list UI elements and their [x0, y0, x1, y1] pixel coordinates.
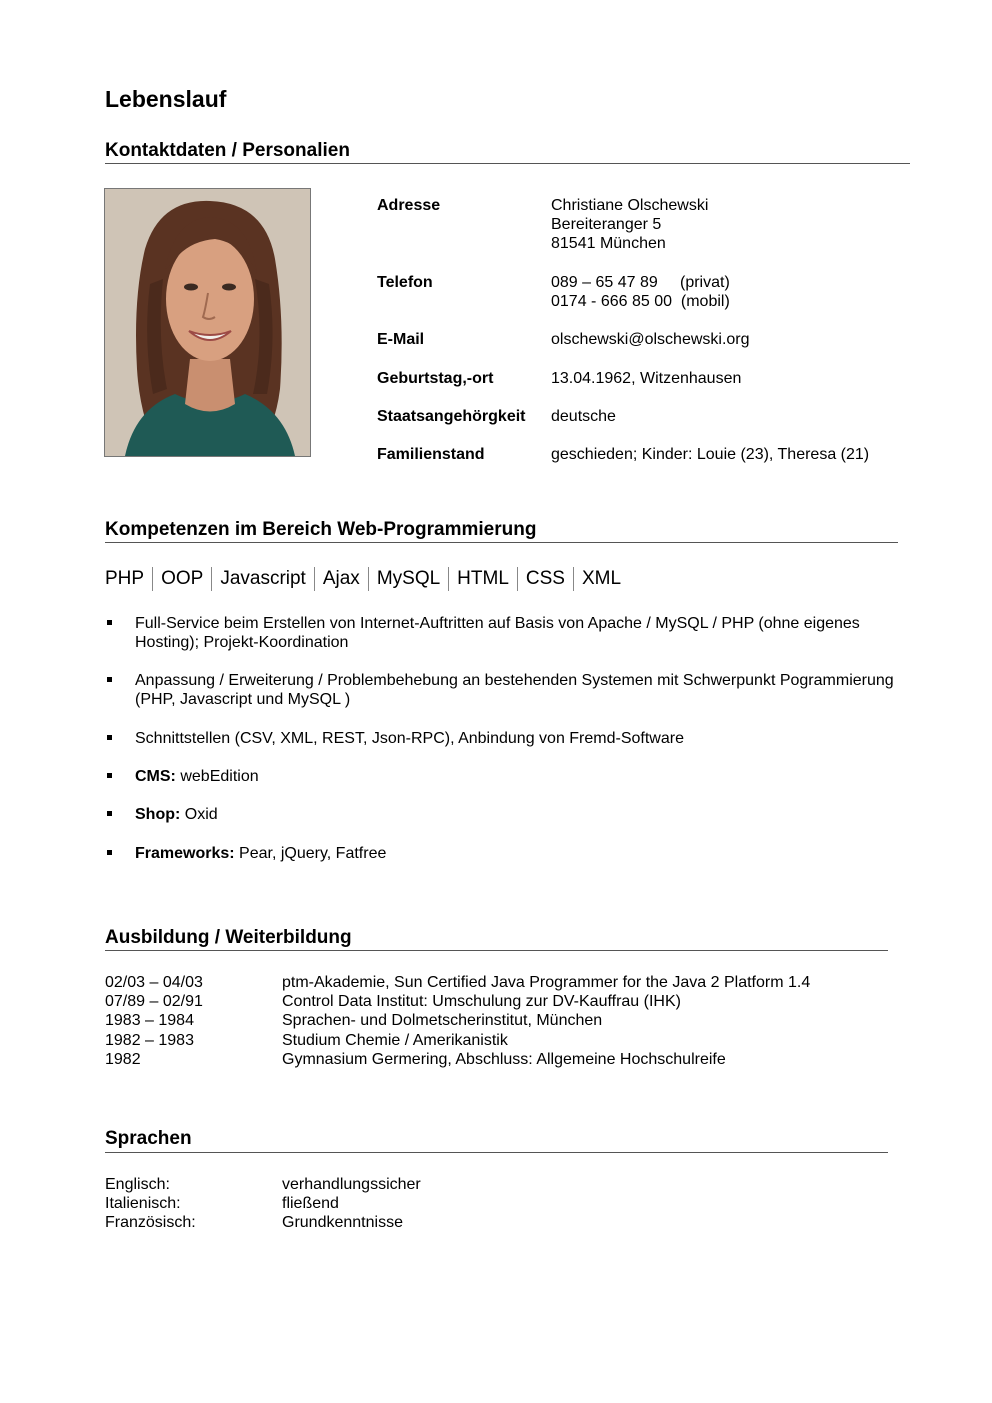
nationality-value: deutsche	[551, 408, 616, 425]
education-desc: Gymnasium Germering, Abschluss: Allgemeine Hochschulreife	[282, 1051, 726, 1068]
bullet-bold: Shop:	[135, 806, 181, 823]
language-name: Italienisch:	[105, 1195, 181, 1212]
language-level: fließend	[282, 1195, 339, 1212]
education-desc: ptm-Akademie, Sun Certified Java Programmer for the Java 2 Platform 1.4	[282, 974, 811, 991]
bullet-text: Full-Service beim Erstellen von Internet-Auftritten auf Basis von Apache / MySQL / PHP (ohne eigenes Hosting); Projekt-Koordination	[135, 615, 860, 651]
contact-divider	[105, 163, 910, 164]
education-desc: Control Data Institut: Umschulung zur DV-Kauffrau (IHK)	[282, 993, 681, 1010]
bullet-text: Pear, jQuery, Fatfree	[234, 845, 387, 862]
bullet-icon	[107, 850, 112, 855]
bullet-icon	[107, 773, 112, 778]
phone-mobile: 0174 - 666 85 00 (mobil)	[551, 293, 730, 310]
address-city: 81541 München	[551, 235, 666, 252]
list-item	[105, 767, 895, 786]
skill-tag: OOP	[152, 567, 211, 591]
address-street: Bereiteranger 5	[551, 216, 662, 233]
education-date: 07/89 – 02/91	[105, 993, 203, 1010]
bullet-text: Oxid	[180, 806, 218, 823]
education-divider	[105, 950, 888, 951]
skill-tag: CSS	[517, 567, 573, 591]
bullet-icon	[107, 620, 112, 625]
list-item	[105, 729, 895, 748]
page-title: Lebenslauf	[105, 86, 227, 112]
skills-divider	[105, 542, 898, 543]
bullet-text: Anpassung / Erweiterung / Problembehebung an bestehenden Systemen mit Schwerpunkt Pogrammierung (PHP, Javascript und MySQL )	[135, 672, 894, 708]
portrait-photo	[104, 188, 311, 457]
list-item	[105, 671, 895, 709]
education-heading: Ausbildung / Weiterbildung	[105, 927, 352, 948]
birth-value: 13.04.1962, Witzenhausen	[551, 370, 742, 387]
bullet-bold: Frameworks:	[135, 845, 235, 862]
list-item	[105, 844, 895, 863]
bullet-text: Schnittstellen (CSV, XML, REST, Json-RPC), Anbindung von Fremd-Software	[135, 730, 684, 747]
education-date: 02/03 – 04/03	[105, 974, 203, 991]
education-desc: Studium Chemie / Amerikanistik	[282, 1032, 508, 1049]
education-date: 1982	[105, 1051, 141, 1068]
education-desc: Sprachen- und Dolmetscherinstitut, München	[282, 1012, 603, 1029]
birth-label: Geburtstag,-ort	[377, 370, 494, 387]
bullet-icon	[107, 677, 112, 682]
language-level: Grundkenntnisse	[282, 1214, 403, 1231]
email-label: E-Mail	[377, 331, 425, 348]
skills-heading: Kompetenzen im Bereich Web-Programmierung	[105, 519, 537, 540]
language-name: Englisch:	[105, 1176, 170, 1193]
contact-heading: Kontaktdaten / Personalien	[105, 140, 350, 161]
languages-heading: Sprachen	[105, 1128, 192, 1149]
email-value: olschewski@olschewski.org	[551, 331, 750, 348]
bullet-icon	[107, 735, 112, 740]
family-value: geschieden; Kinder: Louie (23), Theresa (21)	[551, 446, 870, 463]
phone-private: 089 – 65 47 89 (privat)	[551, 274, 730, 291]
skill-tag: XML	[573, 567, 629, 591]
bullet-icon	[107, 811, 112, 816]
skill-tag: Javascript	[211, 567, 314, 591]
skill-tag: Ajax	[314, 567, 368, 591]
bullet-bold: CMS:	[135, 768, 176, 785]
language-level: verhandlungssicher	[282, 1176, 421, 1193]
language-name: Französisch:	[105, 1214, 196, 1231]
list-item	[105, 805, 895, 824]
family-label: Familienstand	[377, 446, 485, 463]
phone-label: Telefon	[377, 274, 433, 291]
nationality-label: Staatsangehörgkeit	[377, 408, 526, 425]
bullet-text: webEdition	[175, 768, 259, 785]
address-label: Adresse	[377, 197, 441, 214]
skill-tag: PHP	[105, 568, 145, 589]
education-date: 1983 – 1984	[105, 1012, 194, 1029]
skill-tag: MySQL	[368, 567, 448, 591]
address-name: Christiane Olschewski	[551, 197, 709, 214]
skill-tags	[105, 567, 629, 591]
skill-tag: HTML	[448, 567, 517, 591]
education-date: 1982 – 1983	[105, 1032, 194, 1049]
languages-divider	[105, 1152, 888, 1153]
list-item	[105, 614, 895, 652]
